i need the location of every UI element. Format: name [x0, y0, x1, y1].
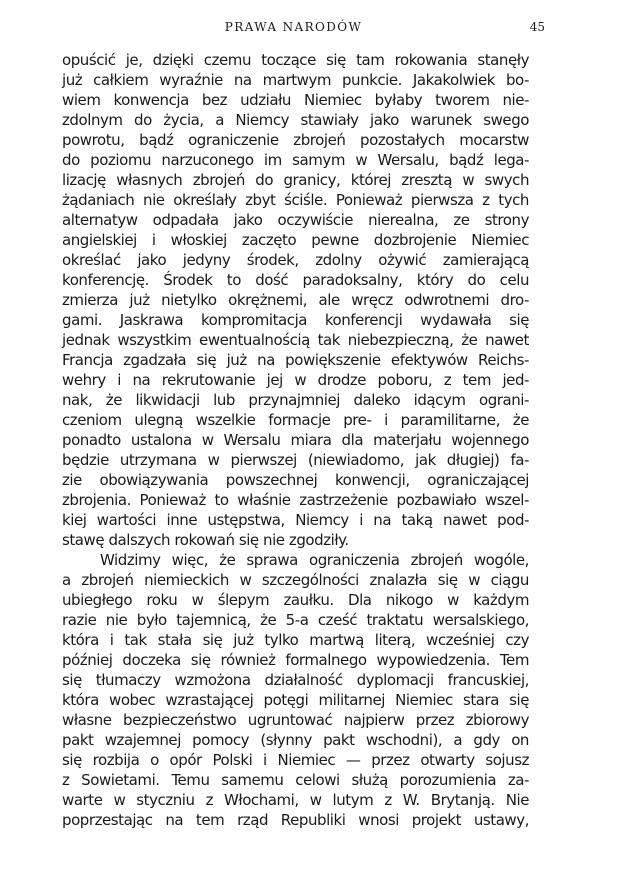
text-line: konferencję. Środek to dość paradoksalny, który do celu — [62, 271, 529, 289]
text-line: powrotu, bądź ograniczenie zbrojeń pozostałych mocarstw — [62, 131, 529, 149]
text-line: zmierza już nietylko okrężnemi, ale wręcz odwrotnemi dro- — [62, 291, 529, 309]
text-line: Francja zgadzała się już na powiększenie efektywów Reichs- — [62, 351, 529, 369]
paragraph-1 — [62, 50, 529, 550]
paragraph-2 — [62, 550, 529, 830]
text-line: która wobec wzrastającej potęgi militarnej Niemiec stara się — [62, 691, 529, 709]
text-line: nak, że likwidacji lub przynajmniej daleko idącym ograni- — [62, 391, 529, 409]
text-line: ponadto ustalona w Wersalu miara dla materjału wojennego — [62, 431, 529, 449]
text-line: kiej wartości inne ustępstwa, Niemcy i na taką nawet pod- — [62, 511, 529, 529]
text-line: opuścić je, dzięki czemu toczące się tam rokowania stanęły — [62, 51, 529, 69]
text-line: zdolnym do życia, a Niemcy stawiały jako warunek swego — [62, 111, 529, 129]
text-line: Widzimy więc, że sprawa ograniczenia zbrojeń wogóle, — [100, 551, 529, 569]
text-line: stawę dalszych rokowań się nie zgodziły. — [62, 531, 349, 549]
text-line: już całkiem wyraźnie na martwym punkcie. Jakakolwiek bo- — [62, 71, 529, 89]
text-line: z Sowietami. Temu samemu celowi służą porozumienia za- — [62, 771, 529, 789]
text-line: warte w styczniu z Włochami, w lutym z W. Brytanją. Nie — [62, 791, 529, 809]
text-line: angielskiej i włoskiej zaczęto pewne dozbrojenie Niemiec — [62, 231, 529, 249]
text-line: razie nie było tajemnicą, że 5-a cześć traktatu wersalskiego, — [62, 611, 529, 629]
running-title: PRAWA NARODÓW — [224, 20, 363, 34]
text-line: która i tak stała się już tylko martwą literą, wcześniej czy — [62, 631, 529, 649]
body-text — [62, 50, 529, 830]
text-line: się tłumaczy wzmożona działalność dyplomacji francuskiej, — [62, 671, 529, 689]
text-line: ubiegłego roku w ślepym zaułku. Dla nikogo w każdym — [62, 591, 529, 609]
text-line: wehry i na rekrutowanie jej w drodze poboru, z tem jed- — [62, 371, 529, 389]
text-line: się rozbija o opór Polski i Niemiec — przez otwarty sojusz — [62, 751, 529, 769]
text-line: poprzestając na tem rząd Republiki wnosi projekt ustawy, — [62, 811, 529, 829]
text-line: gami. Jaskrawa kompromitacja konferencji wydawała się — [62, 311, 529, 329]
text-line: lizację własnych zbrojeń do granicy, której zresztą w swych — [62, 171, 529, 189]
text-line: pakt wzajemnej pomocy (słynny pakt wschodni), a gdy on — [62, 731, 529, 749]
page-number: 45 — [529, 20, 545, 34]
text-line: później doczeka się również formalnego wypowiedzenia. Tem — [62, 651, 529, 669]
text-line: wiem konwencja bez udziału Niemiec byłaby tworem nie- — [62, 91, 529, 109]
text-line: zie obowiązywania powszechnej konwencji, ograniczającej — [62, 471, 529, 489]
text-line: zbrojenia. Ponieważ to właśnie zastrzeżenie pozbawiało wszel- — [62, 491, 529, 509]
text-line: a zbrojeń niemieckich w szczególności znalazła się w ciągu — [62, 571, 529, 589]
text-line: jednak wszystkim ewentualnością tak niebezpieczną, że nawet — [62, 331, 529, 349]
text-line: określać jako jedyny środek, zdolny ożywić zamierającą — [62, 251, 529, 269]
text-line: żądaniach nie określały zbyt ściśle. Ponieważ pierwsza z tych — [62, 191, 529, 209]
text-line: własne bezpieczeństwo ugruntować najpierw przez zbiorowy — [62, 711, 529, 729]
text-line: alternatyw odpadała jako oczywiście nierealna, ze strony — [62, 211, 529, 229]
text-line: będzie utrzymana w pierwszej (niewiadomo, jak długiej) fa- — [62, 451, 529, 469]
text-line: do poziomu narzuconego im samym w Wersalu, bądź lega- — [62, 151, 529, 169]
text-line: czeniom ulegną wszelkie formacje pre- i paramilitarne, że — [62, 411, 529, 429]
